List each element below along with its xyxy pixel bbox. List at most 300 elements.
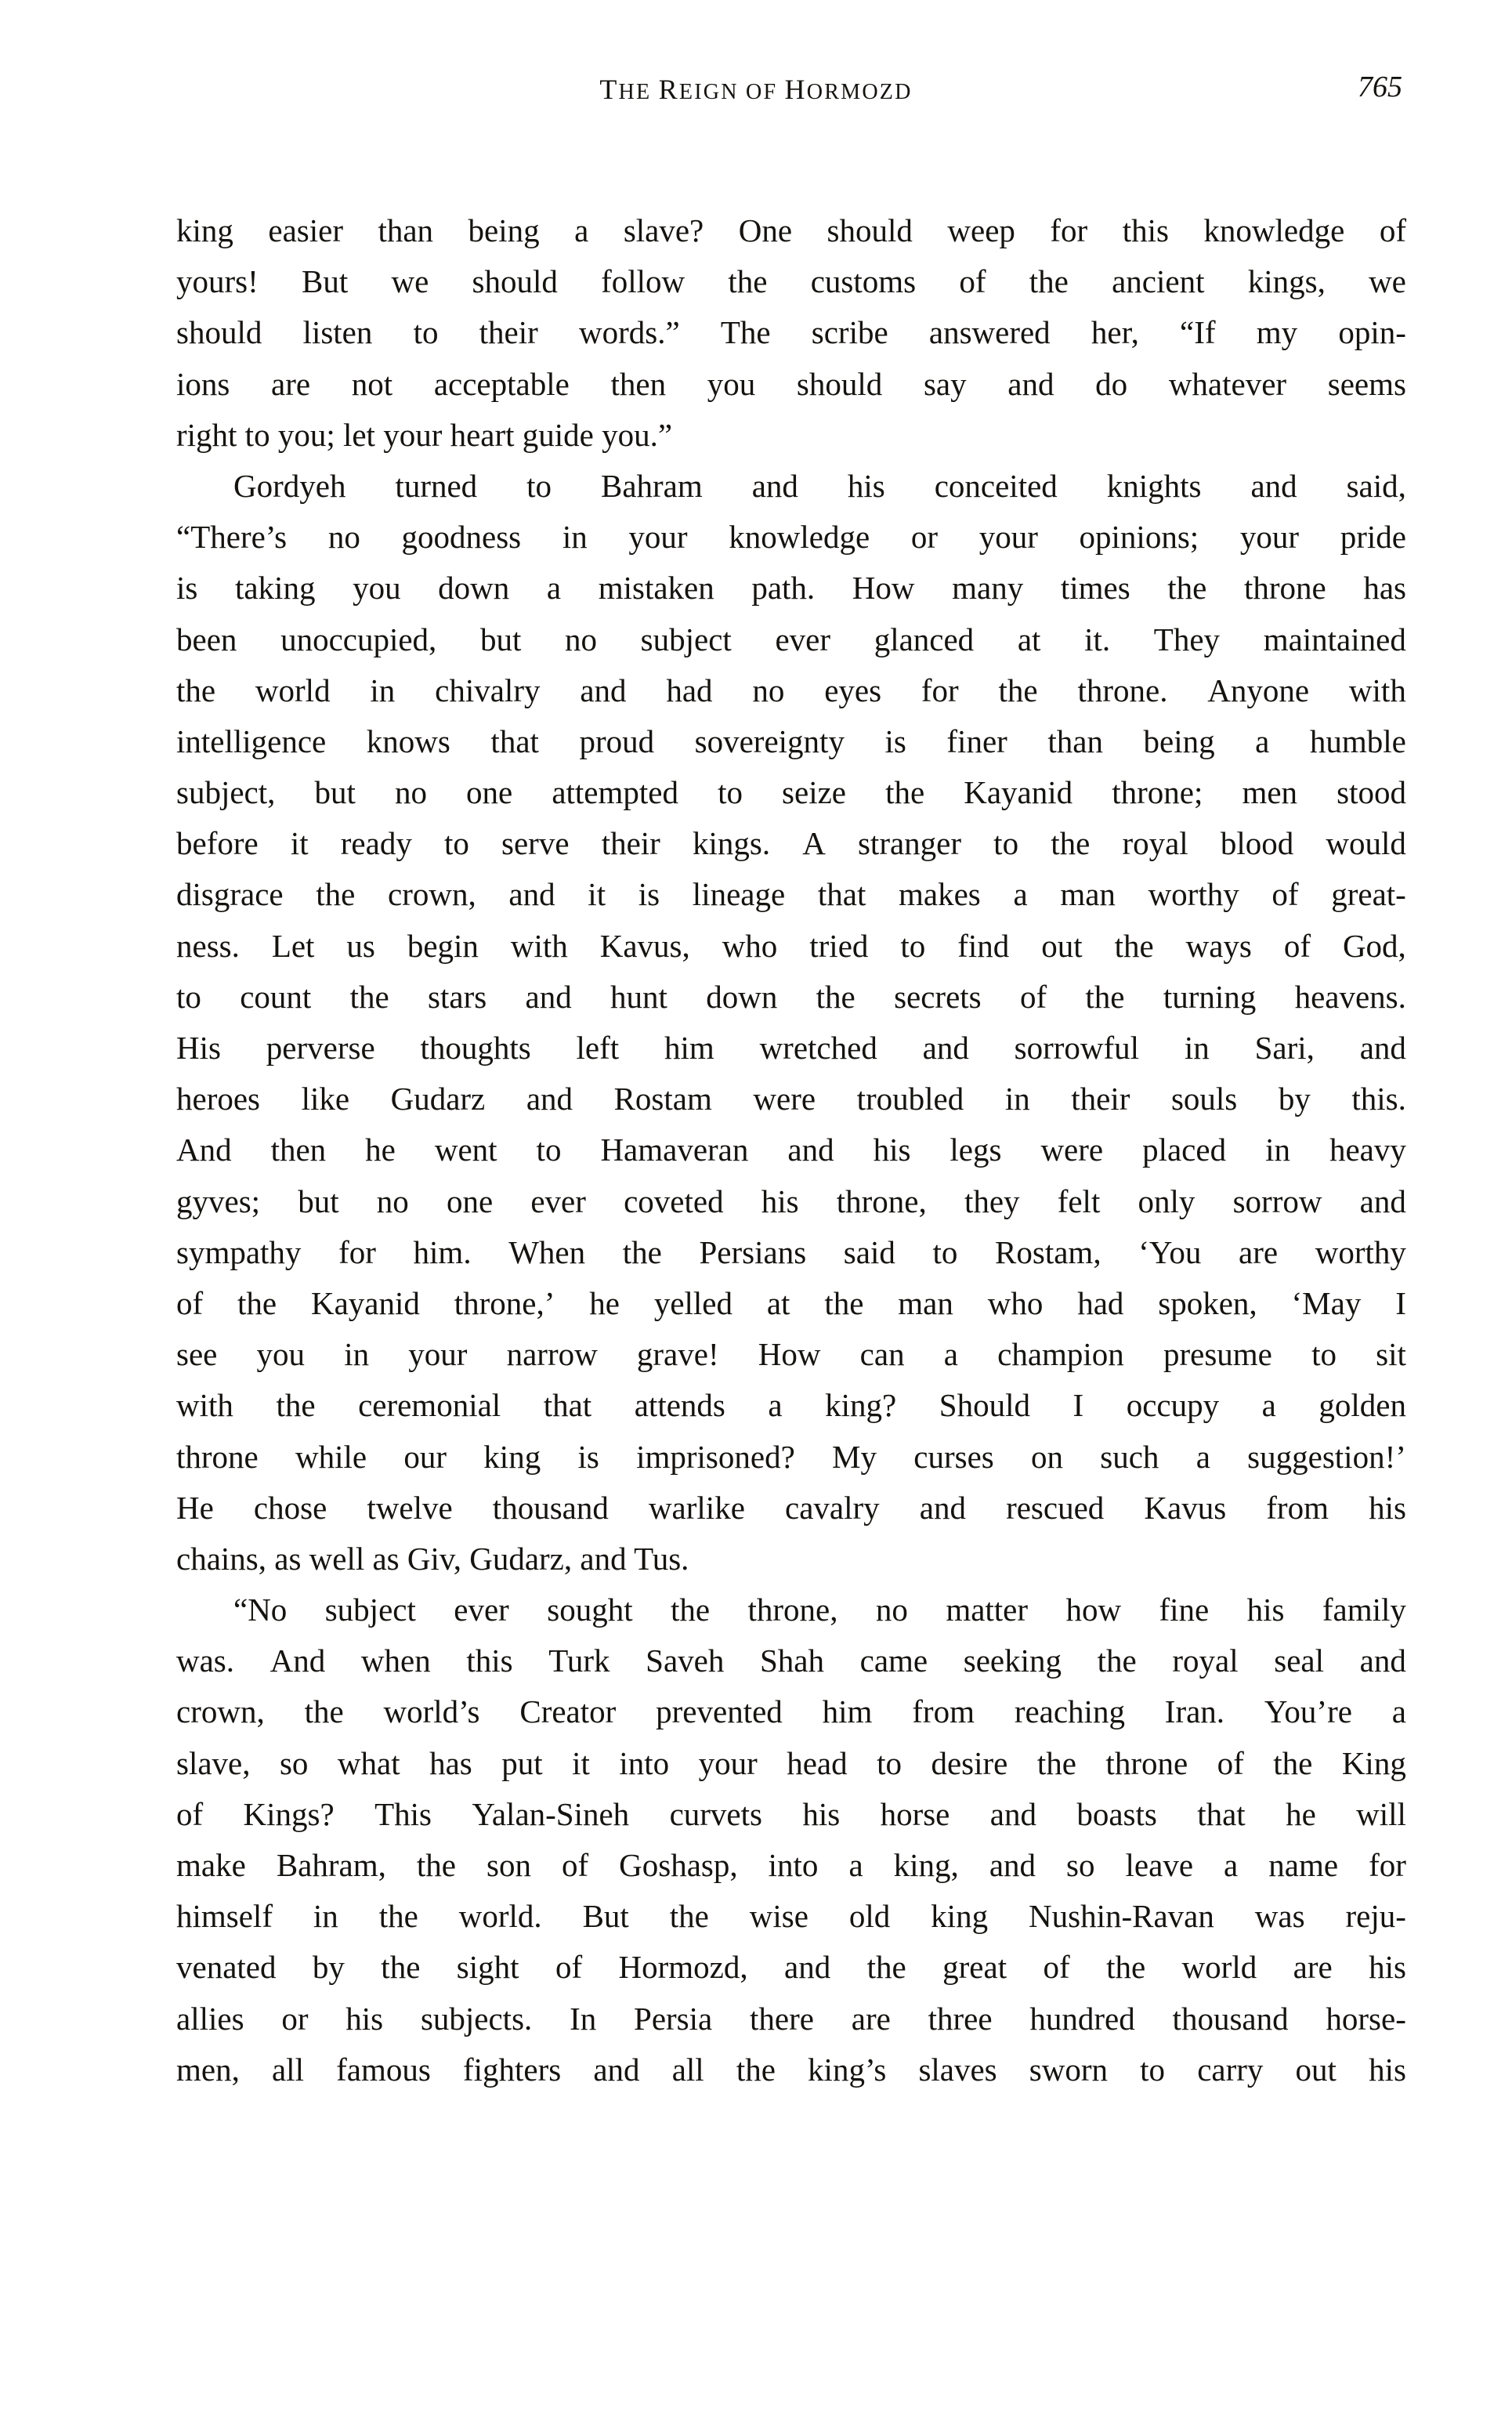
word: make — [176, 1847, 246, 1883]
word: for — [338, 1233, 376, 1270]
word: Kayanid — [964, 774, 1073, 811]
word: chivalry — [435, 672, 541, 708]
word: king’s — [808, 2051, 887, 2088]
word: the — [1167, 570, 1207, 607]
word: throne. — [1077, 672, 1168, 708]
word: narrow — [506, 1336, 598, 1373]
word: your — [978, 519, 1038, 556]
word: from — [1266, 1489, 1329, 1526]
word: a — [1224, 1847, 1239, 1883]
text-line — [176, 972, 1406, 1023]
word: subject, — [176, 774, 276, 811]
word: ancient — [1112, 263, 1205, 300]
word: souls — [1170, 1081, 1238, 1117]
word: with — [176, 1387, 233, 1424]
word: her, — [1091, 314, 1139, 351]
word: throne,’ — [454, 1284, 555, 1321]
word: it — [588, 876, 606, 913]
word: men, — [176, 2051, 240, 2088]
text-line — [176, 1840, 1406, 1891]
word: this — [466, 1642, 513, 1679]
word: and — [1359, 1642, 1406, 1679]
word: a — [943, 1336, 958, 1373]
word: king — [483, 1438, 541, 1475]
word: by — [1278, 1081, 1311, 1117]
word: to — [900, 927, 926, 964]
text-line: chains, as well as Giv, Gudarz, and Tus. — [176, 1540, 689, 1577]
word: so — [1066, 1847, 1095, 1883]
word: Bahram — [600, 467, 703, 504]
word: no — [752, 672, 785, 708]
word: were — [1040, 1132, 1104, 1168]
word: his — [1369, 1489, 1406, 1526]
word: stars — [428, 978, 487, 1015]
word: being — [1143, 723, 1215, 759]
word: in — [370, 672, 396, 708]
word: man — [1060, 876, 1116, 913]
word: of — [1283, 927, 1311, 964]
text-line — [176, 1329, 1406, 1380]
word: the — [671, 1592, 711, 1628]
word: but — [314, 774, 356, 811]
word: kings. — [692, 825, 771, 862]
word: finer — [946, 723, 1007, 759]
word: man — [898, 1284, 953, 1321]
word: old — [848, 1898, 891, 1935]
word: the — [824, 1284, 864, 1321]
word: at — [1017, 621, 1041, 657]
word: intelligence — [176, 723, 327, 759]
word: God, — [1342, 927, 1406, 964]
word: legs — [950, 1132, 1002, 1168]
word: subjects. — [420, 2000, 533, 2037]
word: only — [1138, 1183, 1195, 1219]
word: to — [176, 978, 201, 1015]
word: Turk — [548, 1642, 610, 1679]
word: world — [1181, 1949, 1257, 1986]
word: turned — [395, 467, 478, 504]
word: a — [546, 570, 562, 607]
word: My — [832, 1438, 877, 1475]
word: are — [271, 365, 311, 402]
word: Kavus, — [599, 927, 690, 964]
word: A — [802, 825, 826, 862]
word: but — [479, 621, 522, 657]
word: to — [718, 774, 743, 811]
word: of — [561, 1847, 589, 1883]
word: into — [619, 1744, 670, 1781]
word: answered — [928, 314, 1051, 351]
word: great — [942, 1949, 1007, 1986]
text-line — [176, 614, 1406, 665]
word: chose — [253, 1489, 327, 1526]
word: reju- — [1345, 1898, 1406, 1935]
word: Bahram, — [276, 1847, 386, 1883]
word: not — [351, 365, 393, 402]
word: and — [593, 2051, 640, 2088]
word: a — [848, 1847, 863, 1883]
word: wise — [749, 1898, 808, 1935]
word: this — [1122, 212, 1169, 248]
word: we — [1369, 263, 1406, 300]
word: to — [413, 314, 439, 351]
word: King — [1341, 1744, 1406, 1781]
text-line — [176, 1074, 1406, 1125]
word: in — [1265, 1132, 1290, 1168]
word: He — [176, 1489, 214, 1526]
word: golden — [1318, 1387, 1406, 1424]
word: gyves; — [176, 1183, 261, 1219]
word: has — [1363, 570, 1406, 607]
word: disgrace — [176, 876, 284, 913]
word: I — [1395, 1284, 1406, 1321]
word: follow — [601, 263, 685, 300]
word: the — [669, 1898, 709, 1935]
word: king — [176, 212, 233, 248]
word: subject — [640, 621, 732, 657]
word: blood — [1220, 825, 1294, 862]
word: many — [952, 570, 1024, 607]
word: In — [570, 2000, 597, 2037]
word: You’re — [1264, 1693, 1352, 1730]
word: the — [728, 263, 768, 300]
word: his — [1246, 1592, 1285, 1628]
paragraph — [176, 1585, 1406, 2095]
word: heroes — [176, 1081, 261, 1117]
word: to — [932, 1233, 958, 1270]
word: so — [279, 1744, 309, 1781]
word: the — [316, 876, 356, 913]
word: presume — [1163, 1336, 1272, 1373]
word: stranger — [857, 825, 962, 862]
word: you — [353, 570, 401, 607]
word: humble — [1309, 723, 1406, 759]
word: the — [304, 1693, 344, 1730]
word: wretched — [759, 1030, 877, 1066]
word: his — [873, 1132, 911, 1168]
text-line — [176, 1176, 1406, 1227]
word: his — [847, 467, 885, 504]
word: is — [176, 570, 198, 607]
word: was — [1254, 1898, 1305, 1935]
word: you — [707, 365, 756, 402]
word: in — [1184, 1030, 1210, 1066]
word: a — [574, 212, 589, 248]
word: Nushin-Ravan — [1029, 1898, 1214, 1935]
word: to — [1140, 2051, 1166, 2088]
word: prevented — [656, 1693, 783, 1730]
word: grave! — [636, 1336, 719, 1373]
word: count — [240, 978, 312, 1015]
word: And — [176, 1132, 232, 1168]
word: king — [931, 1898, 989, 1935]
word: words.” — [578, 314, 680, 351]
word: they — [964, 1183, 1020, 1219]
word: then — [270, 1132, 327, 1168]
word: the — [1097, 1642, 1137, 1679]
word: his — [1369, 2051, 1406, 2088]
word: and — [508, 876, 555, 913]
word: their — [1071, 1081, 1130, 1117]
word: sympathy — [176, 1233, 302, 1270]
text-line — [176, 665, 1406, 716]
word: Kayanid — [310, 1284, 420, 1321]
word: to — [993, 825, 1019, 862]
word: that — [543, 1387, 592, 1424]
word: the — [276, 1387, 316, 1424]
word: son — [486, 1847, 531, 1883]
word: knowledge — [729, 519, 870, 556]
word: When — [508, 1233, 586, 1270]
word: world — [255, 672, 331, 708]
word: And — [269, 1642, 326, 1679]
word: reaching — [1014, 1693, 1125, 1730]
word: was. — [176, 1642, 235, 1679]
text-line — [176, 1738, 1406, 1789]
word: occupy — [1126, 1387, 1220, 1424]
word: name — [1268, 1847, 1339, 1883]
word: tried — [809, 927, 869, 964]
word: throne — [1105, 1744, 1188, 1781]
text-line — [176, 1789, 1406, 1840]
word: are — [851, 2000, 891, 2037]
word: ‘You — [1138, 1233, 1202, 1270]
text-line: right to you; let your heart guide you.” — [176, 416, 673, 453]
text-line — [176, 1125, 1406, 1175]
word: whatever — [1168, 365, 1287, 402]
word: and — [525, 978, 572, 1015]
word: cavalry — [785, 1489, 880, 1526]
word: see — [176, 1336, 218, 1373]
word: times — [1060, 570, 1130, 607]
word: warlike — [648, 1489, 745, 1526]
word: your — [698, 1744, 758, 1781]
word: One — [738, 212, 793, 248]
word: How — [852, 570, 915, 607]
word: from — [912, 1693, 975, 1730]
word: his — [761, 1183, 799, 1219]
word: of — [1271, 876, 1299, 913]
word: being — [468, 212, 540, 248]
word: allies — [176, 2000, 244, 2037]
word: slave? — [623, 212, 704, 248]
word: maintained — [1263, 621, 1406, 657]
text-line — [176, 1635, 1406, 1686]
word: like — [301, 1081, 350, 1117]
word: But — [582, 1898, 629, 1935]
text-line — [176, 205, 1406, 256]
word: should — [176, 314, 262, 351]
word: a — [1013, 876, 1028, 913]
word: one — [466, 774, 513, 811]
word: mistaken — [598, 570, 714, 607]
word: it — [572, 1744, 590, 1781]
word: How — [758, 1336, 821, 1373]
word: proud — [579, 723, 655, 759]
word: were — [753, 1081, 816, 1117]
word: yelled — [653, 1284, 732, 1321]
word: curvets — [669, 1795, 762, 1832]
word: the — [416, 1847, 456, 1883]
word: Should — [939, 1387, 1030, 1424]
word: your — [1239, 519, 1300, 556]
text-line — [176, 461, 1406, 512]
word: seal — [1274, 1642, 1325, 1679]
word: say — [923, 365, 967, 402]
word: into — [768, 1847, 819, 1883]
word: sight — [456, 1949, 519, 1986]
word: matter — [946, 1592, 1029, 1628]
word: kings, — [1247, 263, 1326, 300]
word: makes — [899, 876, 981, 913]
word: royal — [1122, 825, 1188, 862]
paragraph — [176, 205, 1406, 461]
word: ness. — [176, 927, 240, 964]
text-line — [176, 359, 1406, 410]
text-line — [176, 1432, 1406, 1483]
word: out — [1041, 927, 1083, 964]
word: the — [378, 1898, 418, 1935]
word: is — [577, 1438, 599, 1475]
word: worthy — [1315, 1233, 1406, 1270]
word: thousand — [492, 1489, 609, 1526]
word: Persians — [699, 1233, 807, 1270]
word: your — [408, 1336, 468, 1373]
word: Hormozd, — [618, 1949, 748, 1986]
word: men — [1242, 774, 1298, 811]
word: of — [959, 263, 986, 300]
word: ever — [775, 621, 831, 657]
word: world. — [458, 1898, 542, 1935]
word: his — [345, 2000, 384, 2037]
word: and — [1359, 1183, 1406, 1219]
word: Hamaveran — [600, 1132, 749, 1168]
word: desire — [931, 1744, 1008, 1781]
word: horse- — [1326, 2000, 1406, 2037]
word: slaves — [918, 2051, 997, 2088]
word: ‘May — [1291, 1284, 1362, 1321]
word: my — [1256, 314, 1298, 351]
word: taking — [234, 570, 316, 607]
word: sovereignty — [694, 723, 845, 759]
text-line — [176, 818, 1406, 869]
word: subject — [324, 1592, 416, 1628]
word: him — [822, 1693, 873, 1730]
word: placed — [1142, 1132, 1227, 1168]
word: him. — [413, 1233, 472, 1270]
text-line — [176, 716, 1406, 767]
word: hundred — [1029, 2000, 1135, 2037]
word: would — [1326, 825, 1406, 862]
word: this. — [1351, 1081, 1406, 1117]
word: who — [987, 1284, 1044, 1321]
word: should — [827, 212, 913, 248]
word: no — [327, 519, 360, 556]
text-line — [176, 512, 1406, 563]
word: at — [766, 1284, 790, 1321]
word: can — [859, 1336, 905, 1373]
word: throne; — [1112, 774, 1203, 811]
word: before — [176, 825, 259, 862]
word: and — [989, 1795, 1036, 1832]
word: you — [256, 1336, 306, 1373]
word: eyes — [824, 672, 882, 708]
word: when — [360, 1642, 431, 1679]
word: who — [722, 927, 778, 964]
running-head — [0, 71, 1512, 122]
word: sorrowful — [1014, 1030, 1140, 1066]
word: no — [376, 1183, 409, 1219]
text-line — [176, 1278, 1406, 1329]
word: attends — [634, 1387, 725, 1424]
word: had — [666, 672, 713, 708]
word: curses — [913, 1438, 994, 1475]
word: of — [1217, 1744, 1244, 1781]
page-number: 765 — [1358, 71, 1402, 103]
word: great- — [1331, 876, 1406, 913]
word: Persia — [634, 2000, 713, 2037]
text-line — [176, 1023, 1406, 1074]
word: Sari, — [1254, 1030, 1315, 1066]
text-line — [176, 307, 1406, 358]
word: been — [176, 621, 237, 657]
word: put — [501, 1744, 543, 1781]
word: twelve — [367, 1489, 453, 1526]
word: his — [802, 1795, 841, 1832]
word: Saveh — [646, 1642, 725, 1679]
word: This — [374, 1795, 432, 1832]
word: horse — [880, 1795, 950, 1832]
word: one — [446, 1183, 494, 1219]
word: is — [638, 876, 660, 913]
word: and — [919, 1489, 966, 1526]
word: a — [1261, 1387, 1276, 1424]
word: than — [378, 212, 434, 248]
word: seeking — [963, 1642, 1062, 1679]
text-line — [176, 1585, 1406, 1635]
word: suggestion!’ — [1247, 1438, 1406, 1475]
word: the — [998, 672, 1038, 708]
word: with — [510, 927, 568, 964]
word: the — [176, 672, 216, 708]
word: the — [349, 978, 389, 1015]
word: fighters — [462, 2051, 562, 2088]
text-line — [176, 563, 1406, 614]
word: the — [1051, 825, 1091, 862]
word: all — [271, 2051, 304, 2088]
word: secrets — [894, 978, 982, 1015]
word: His — [176, 1030, 221, 1066]
word: listen — [302, 314, 373, 351]
word: him — [664, 1030, 714, 1066]
word: us — [346, 927, 375, 964]
word: imprisoned? — [636, 1438, 795, 1475]
word: find — [957, 927, 1010, 964]
word: his — [1369, 1949, 1406, 1986]
word: Yalan-Sineh — [472, 1795, 630, 1832]
word: all — [671, 2051, 704, 2088]
word: it — [290, 825, 309, 862]
word: The — [720, 314, 771, 351]
word: the — [885, 774, 925, 811]
word: that — [1197, 1795, 1246, 1832]
word: customs — [810, 263, 917, 300]
word: heavens. — [1294, 978, 1406, 1015]
word: the — [1036, 1744, 1076, 1781]
word: the — [237, 1284, 277, 1321]
word: should — [796, 365, 883, 402]
word: are — [1293, 1949, 1333, 1986]
